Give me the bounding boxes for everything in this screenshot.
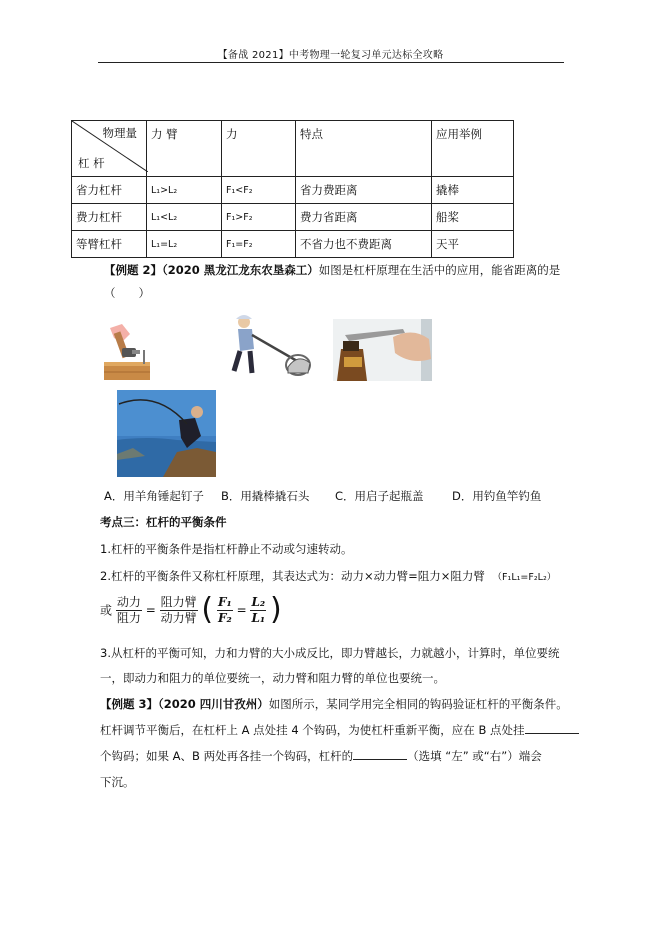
column-header: 应用举例 xyxy=(432,121,514,177)
equation-or: 或 xyxy=(100,603,113,618)
example2-question xyxy=(104,262,560,278)
force-cell: F₁=F₂ xyxy=(222,231,296,258)
row-name: 省力杠杆 xyxy=(72,177,147,204)
example-cell: 撬棒 xyxy=(432,177,514,204)
fishing-picture xyxy=(117,390,216,477)
example-cell: 天平 xyxy=(432,231,514,258)
example3-line4: 下沉。 xyxy=(100,775,135,789)
fraction-denominator: F₂ xyxy=(217,610,232,625)
section3-p2 xyxy=(100,568,556,586)
fraction-numerator: L₂ xyxy=(251,594,266,609)
arm-cell: L₁<L₂ xyxy=(147,204,222,231)
equals-sign: = xyxy=(145,603,156,617)
table-row xyxy=(72,231,514,258)
option-d: D．用钓鱼竿钓鱼 xyxy=(452,489,542,503)
example3-line3b-text: （选填 “左” 或“右”）端会 xyxy=(407,749,542,763)
fraction-numerator: 阻力臂 xyxy=(160,594,197,609)
fraction-f xyxy=(217,595,233,626)
fraction-force xyxy=(116,595,142,626)
bottle-opener-picture xyxy=(333,319,432,381)
corner-label-bottom: 杠 杆 xyxy=(78,156,105,170)
example3-line3a-text: 个钩码；如果 A、B 两处再各挂一个钩码，杠杆的 xyxy=(100,749,354,763)
feature-cell: 费力省距离 xyxy=(296,204,432,231)
example2-source: （2020 黑龙江龙东农垦森工） xyxy=(162,263,319,277)
section3-p2-formula: （F₁L₁=F₂L₂） xyxy=(492,572,557,583)
section3-p3-line1: 3.从杠杆的平衡可知，力和力臂的大小成反比，即力臂越长，力就越小，计算时，单位要统 xyxy=(100,646,560,660)
fraction-numerator: 动力 xyxy=(116,594,141,609)
column-header: 力 xyxy=(222,121,296,177)
equals-sign: = xyxy=(236,603,247,617)
example3-line2 xyxy=(100,722,579,738)
force-cell: F₁<F₂ xyxy=(222,177,296,204)
fraction-denominator: 阻力 xyxy=(116,610,141,625)
table-corner-cell xyxy=(72,121,147,177)
column-header: 力 臂 xyxy=(147,121,222,177)
example3-line3 xyxy=(100,748,542,764)
page-header: 【备战 2021】中考物理一轮复习单元达标全攻略 xyxy=(217,50,444,61)
section3-title: 考点三：杠杆的平衡条件 xyxy=(100,515,227,529)
right-paren: ) xyxy=(270,592,282,627)
column-header: 特点 xyxy=(296,121,432,177)
fraction-denominator: L₁ xyxy=(251,610,266,625)
example3-source: （2020 四川甘孜州） xyxy=(158,697,269,711)
option-a: A．用羊角锤起钉子 xyxy=(104,489,204,503)
table-header-row xyxy=(72,121,514,177)
example3-line1 xyxy=(100,696,568,712)
example2-paren: （ ） xyxy=(104,286,150,300)
crowbar-picture xyxy=(218,313,314,378)
section3-p3-line2: 一，即动力和阻力的单位要统一，动力臂和阻力臂的单位也要统一。 xyxy=(100,671,445,685)
example2-text: 如图是杠杆原理在生活中的应用，能省距离的是 xyxy=(318,263,561,277)
option-b: B．用撬棒撬石头 xyxy=(221,489,310,503)
table-row xyxy=(72,204,514,231)
header-divider xyxy=(98,62,564,63)
force-cell: F₁>F₂ xyxy=(222,204,296,231)
option-c: C．用启子起瓶盖 xyxy=(335,489,424,503)
fraction-numerator: F₁ xyxy=(217,594,232,609)
feature-cell: 不省力也不费距离 xyxy=(296,231,432,258)
example-cell: 船桨 xyxy=(432,204,514,231)
table-row xyxy=(72,177,514,204)
row-name: 等臂杠杆 xyxy=(72,231,147,258)
answer-blank-1[interactable] xyxy=(525,733,579,734)
lever-classification-table xyxy=(71,120,514,258)
left-paren: ( xyxy=(201,592,214,627)
fraction-denominator: 动力臂 xyxy=(160,610,197,625)
fraction-l xyxy=(250,595,266,626)
fraction-arm xyxy=(160,595,198,626)
example2-tag: 【例题 2】 xyxy=(104,263,163,277)
example3-line2-text: 杠杆调节平衡后，在杠杆上 A 点处挂 4 个钩码，为使杠杆重新平衡，应在 B 点处挂 xyxy=(100,723,525,737)
arm-cell: L₁=L₂ xyxy=(147,231,222,258)
balance-equation xyxy=(100,594,282,626)
feature-cell: 省力费距离 xyxy=(296,177,432,204)
row-name: 费力杠杆 xyxy=(72,204,147,231)
example3-text: 如图所示，某同学用完全相同的钩码验证杠杆的平衡条件。 xyxy=(268,697,568,711)
section3-p2-text: 2.杠杆的平衡条件又称杠杆原理，其表达式为：动力×动力臂=阻力×阻力臂 xyxy=(100,569,485,583)
answer-blank-2[interactable] xyxy=(353,759,407,760)
hammer-nail-picture xyxy=(104,320,150,380)
arm-cell: L₁>L₂ xyxy=(147,177,222,204)
example3-tag: 【例题 3】 xyxy=(100,697,159,711)
section3-p1: 1.杠杆的平衡条件是指杠杆静止不动或匀速转动。 xyxy=(100,542,353,556)
corner-label-top: 物理量 xyxy=(102,126,137,140)
